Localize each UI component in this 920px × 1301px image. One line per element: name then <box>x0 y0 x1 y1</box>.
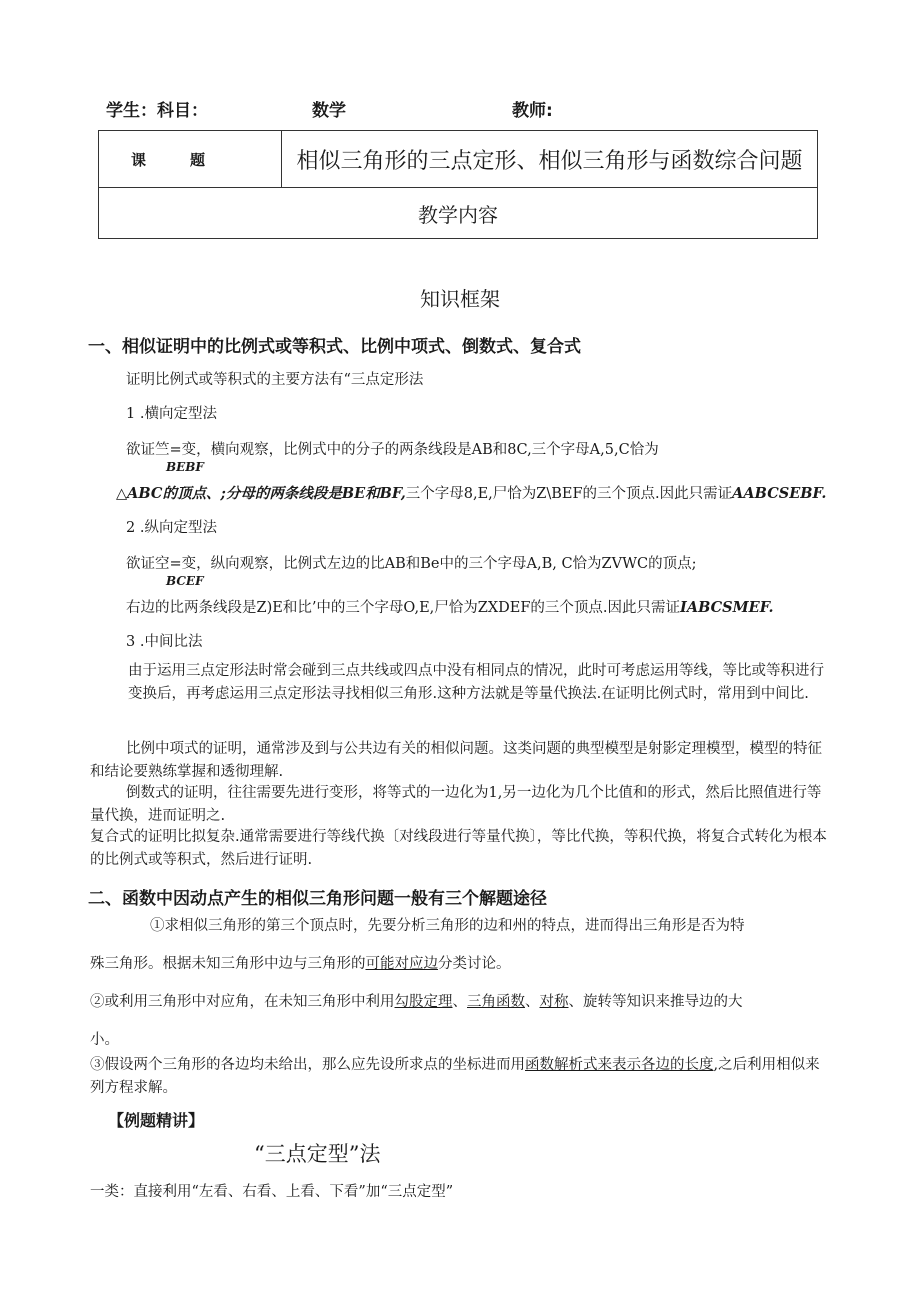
approach2-line1b: 、旋转等知识来推导边的大 <box>568 994 743 1010</box>
method2-fraction: BCEF <box>166 574 204 588</box>
approach2-pythagorean: 勾股定理 <box>394 994 453 1010</box>
method3-paragraph: 由于运用三点定形法时常会碰到三点共线或四点中没有相同点的情况，此时可考虑运用等线，等比或等积进行变换后，再考虑运用三点定形法寻找相似三角形.这种方法就是等量代换法.在证明比例式时，常用到中间比. <box>128 663 824 702</box>
approach2-sep2: 、 <box>525 994 540 1010</box>
approach2-symmetry: 对称 <box>539 994 569 1010</box>
examples-heading: 【例题精讲】 <box>108 1111 205 1130</box>
section1-intro: 证明比例式或等积式的主要方法有“三点定形法 <box>126 372 424 388</box>
subject-value: 数学 <box>312 101 346 121</box>
proportional-mean-paragraph: 比例中项式的证明，通常涉及到与公共边有关的相似问题。这类问题的典型模型是射影定理模型，模型的特征和结论要熟练掌握和透彻理解. <box>90 741 822 780</box>
method2-line2b: ⅠABCSMEF. <box>680 599 774 616</box>
method1-line2b: 三个字母8,E,尸恰为Z\BEF的三个顶点.因此只需证 <box>405 486 733 502</box>
section1-heading: 一、相似证明中的比例式或等积式、比例中项式、倒数式、复合式 <box>88 337 581 357</box>
approach2-line2: 小。 <box>90 1032 119 1048</box>
teacher-label: 教师: <box>512 101 553 121</box>
method1-line2a: △ABC的顶点、;分母的两条线段是BE和BF, <box>116 485 406 502</box>
method1-line2c: AABCSEBF. <box>732 485 827 502</box>
type1-description: 一类：直接利用“左看、右看、上看、下看”加“三点定型” <box>90 1184 454 1200</box>
compound-paragraph: 复合式的证明比拟复杂.通常需要进行等线代换〔对线段进行等量代换〕，等比代换，等积代换，将复合式转化为根本的比例式或等积式，然后进行证明. <box>90 829 827 868</box>
framework-title: 知识框架 <box>420 287 500 311</box>
teaching-content-label: 教学内容 <box>99 188 818 239</box>
reciprocal-paragraph: 倒数式的证明，往往需要先进行变形，将等式的一边化为1,另一边化为几个比值和的形式，然后比照值进行等量代换，进而证明之. <box>90 785 822 824</box>
approach3-b: ,之后利用相似来列方程求解。 <box>90 1057 820 1096</box>
section2-heading: 二、函数中因动点产生的相似三角形问题一般有三个解题途径 <box>88 889 547 909</box>
method2-line2a: 右边的比两条线段是Z)E和比’中的三个字母O,E,尸恰为ZXDEF的三个顶点.因此只需证 <box>126 600 681 616</box>
approach3-a: ③假设两个三角形的各边均未给出，那么应先设所求点的坐标进而用 <box>90 1057 525 1073</box>
method3-title: 3 .中间比法 <box>126 634 203 650</box>
method2-title: 2 .纵向定型法 <box>126 520 217 536</box>
method2-line1: 欲证空=变，纵向观察，比例式左边的比AB和Be中的三个字母A,B, C恰为ZVWC的顶点; <box>126 556 697 572</box>
approach2-line1a: ②或利用三角形中对应角，在未知三角形中利用 <box>90 994 395 1010</box>
approach1-line2b: 分类讨论。 <box>438 956 511 972</box>
lesson-info-table <box>98 130 818 239</box>
approach1-line2a: 殊三角形。根据未知三角形中边与三角形的 <box>90 956 366 972</box>
method1-title: 1 .横向定型法 <box>126 406 217 422</box>
topic-label: 课题 <box>99 131 282 188</box>
three-point-method-title: “三点定型”法 <box>254 1142 381 1166</box>
approach2-trig: 三角函数 <box>467 994 525 1010</box>
student-subject-label: 学生：科目： <box>106 101 208 121</box>
approach3-paragraph <box>90 1054 828 1100</box>
approach1-corresponding-sides: 可能对应边 <box>365 956 438 972</box>
approach1-line1: ①求相似三角形的第三个顶点时，先要分析三角形的边和州的特点，进而得出三角形是否为特 <box>150 918 745 934</box>
approach2-sep1: 、 <box>452 994 467 1010</box>
lesson-topic: 相似三角形的三点定形、相似三角形与函数综合问题 <box>282 131 818 188</box>
approach3-function-expression: 函数解析式来表示各边的长度 <box>525 1057 714 1073</box>
method1-line1: 欲证竺=变，横向观察，比例式中的分子的两条线段是AB和8C,三个字母A,5,C恰为 <box>126 442 659 458</box>
method1-fraction: BEBF <box>166 460 204 474</box>
